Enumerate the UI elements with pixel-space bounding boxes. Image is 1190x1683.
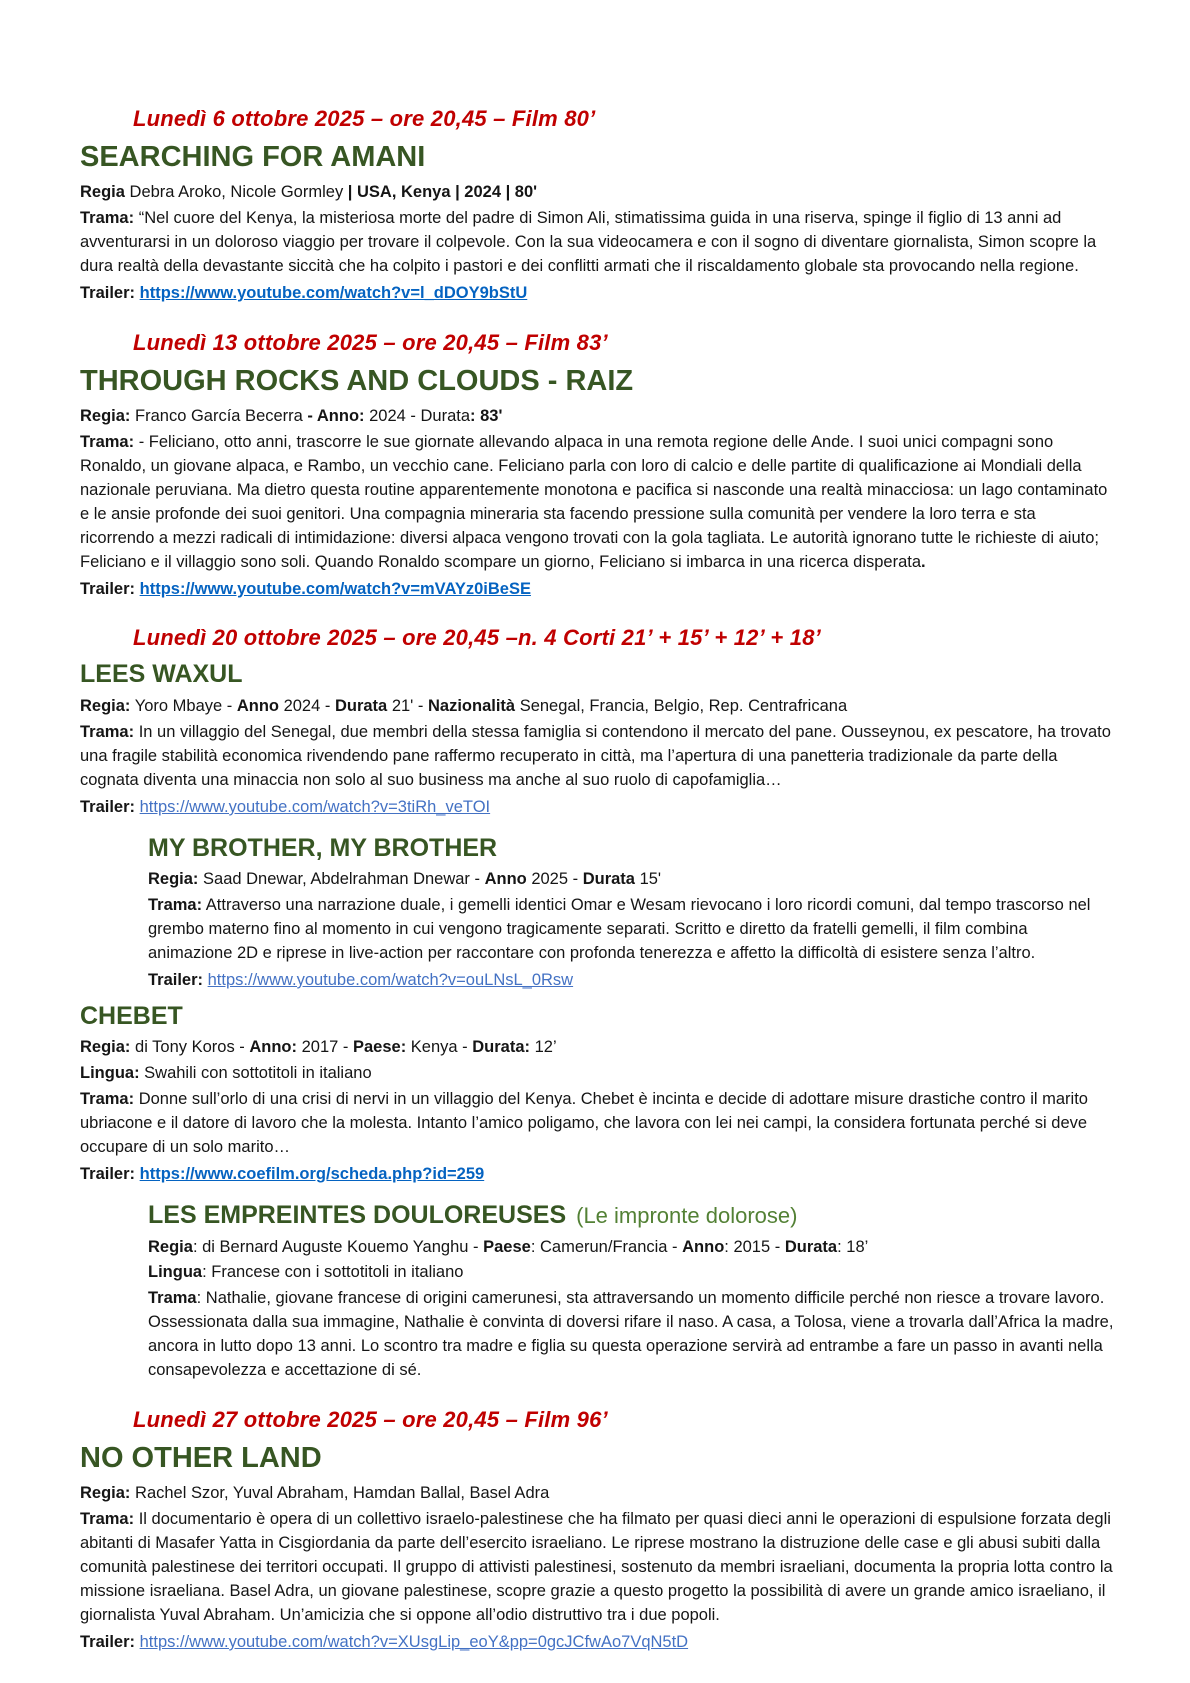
text-segment: Franco García Becerra — [130, 407, 308, 426]
film-meta — [80, 1482, 1114, 1506]
film-title-text: NO OTHER LAND — [80, 1442, 322, 1475]
trailer-link[interactable]: https://www.coefilm.org/scheda.php?id=259 — [139, 1165, 485, 1184]
text-segment: : di Bernard Auguste Kouemo Yanghu - — [192, 1237, 484, 1256]
text-segment: Trama: — [80, 1510, 135, 1529]
text-segment: Regia: — [80, 1038, 131, 1057]
trailer-line — [148, 968, 1114, 993]
film-block — [80, 660, 1114, 819]
film-synopsis — [80, 1088, 1114, 1160]
trailer-label: Trailer: — [80, 1632, 136, 1651]
trailer-link[interactable]: https://www.youtube.com/watch?v=XUsgLip_eoY&pp=0gcJCfwAo7VqN5tD — [139, 1632, 689, 1651]
text-segment: Paese: — [352, 1038, 407, 1057]
film-title — [80, 660, 1114, 689]
film-program-content — [80, 106, 1114, 1655]
text-segment: Durata — [582, 870, 635, 889]
text-segment: “Nel cuore del Kenya, la misteriosa morte del padre di Simon Ali, stimatissima guida in una riserva, spinge il figlio di 13 anni ad avventurarsi in un doloroso viaggio per trovare il colpevole. Con la sua videocamera e con il sogno di diventare giornalista, Simon scopre la dura realtà della devastante siccità che ha colpito i pastori e dei conflitti armati che il riscaldamento globale sta provocando nella regione. — [80, 209, 1097, 276]
text-segment: Saad Dnewar, Abdelrahman Dnewar - — [198, 870, 485, 889]
text-segment: di Tony Koros - — [130, 1038, 250, 1057]
text-segment: Kenya - — [406, 1038, 473, 1057]
text-segment: 2024 - — [279, 697, 335, 716]
film-block — [148, 1201, 1114, 1383]
film-title-text: CHEBET — [80, 1001, 183, 1030]
trailer-line — [80, 281, 1114, 306]
text-segment: Paese — [483, 1237, 531, 1256]
text-segment: Durata — [334, 697, 388, 716]
text-segment: - Feliciano, otto anni, trascorre le sue giornate allevando alpaca in una remota regione delle Ande. I suoi unici compagni sono Ronaldo, un giovane alpaca, e Rambo, un vecchio cane. Feliciano parla con loro di calcio e delle partite di qualificazione ai Mondiali della nazionale peruviana. Ma dietro questa routine apparentemente monotona e pacifica si nasconde una realtà minacciosa: un lago contaminato e le ansie profonde dei suoi genitori. Una compagnia mineraria sta facendo pressione sulla comunità per vendere la loro terra e sta ricorrendo a mezzi radicali di intimidazione: diversi alpaca vengono trovati con la gola tagliata. Le autorità ignorano tutte le richieste di aiuto; Feliciano e il villaggio sono soli. Quando Ronaldo scompare un giorno, Feliciano si imbarca in una ricerca disperata — [80, 433, 1108, 571]
trailer-line — [80, 795, 1114, 820]
text-segment: Regia: — [80, 407, 131, 426]
text-segment: Durata: — [472, 1038, 531, 1057]
text-segment: 21' - — [387, 697, 428, 716]
film-synopsis — [80, 431, 1114, 575]
film-block — [148, 834, 1114, 993]
trailer-label: Trailer: — [80, 1165, 136, 1184]
trailer-link[interactable]: https://www.youtube.com/watch?v=mVAYz0iBeSE — [139, 579, 531, 598]
text-segment: Senegal, Francia, Belgio, Rep. Centrafricana — [515, 697, 848, 716]
text-segment: Regia: — [148, 870, 199, 889]
text-segment: Trama: — [80, 723, 135, 741]
text-segment: In un villaggio del Senegal, due membri della stessa famiglia si contendono il mercato del pane. Ousseynou, ex pescatore, ha trovato una fragile stabilità economica rivendendo pane raffermo recuperato in città, ma l’apertura di una panetteria tradizionale da parte della cognata diventa una minaccia non solo al suo business ma anche al suo ruolo di capofamiglia… — [80, 723, 1111, 789]
text-segment: Lingua — [148, 1263, 203, 1282]
film-title-text: THROUGH ROCKS AND CLOUDS - RAIZ — [80, 364, 634, 397]
film-title-text: MY BROTHER, MY BROTHER — [148, 833, 498, 862]
event-date-header: Lunedì 27 ottobre 2025 – ore 20,45 – Film 96’ — [133, 1407, 608, 1433]
film-meta — [80, 1036, 1114, 1060]
trailer-link[interactable]: https://www.youtube.com/watch?v=l_dDOY9bStU — [139, 284, 528, 303]
film-title-text: SEARCHING FOR AMANI — [80, 141, 426, 173]
film-title — [80, 1002, 1114, 1031]
film-synopsis — [148, 1287, 1114, 1383]
film-synopsis — [80, 207, 1114, 279]
text-segment: Il documentario è opera di un collettivo israelo-palestinese che ha filmato per quasi dieci anni le operazioni di espulsione forzata degli abitanti di Masafer Yatta in Cisgiordania da parte dell’esercito israeliano. Le riprese mostrano la distruzione delle case e gli abusi subiti dalla comunità palestinese dei territori occupati. Il gruppo di attivisti palestinesi, sostenuto da membri israeliani, documenta la propria lotta contro la missione israeliana. Basel Adra, un giovane palestinese, scopre grazie a questo progetto la possibilità di avere un grande amico israeliano, il giornalista Yuval Abraham. Un’amicizia che si oppone all’odio distruttivo tra i due popoli. — [80, 1510, 1113, 1625]
text-segment: Attraverso una narrazione duale, i gemelli identici Omar e Wesam rievocano i loro ricordi comuni, dal tempo trascorso nel grembo materno fino al momento in cui vengono tragicamente separati. Scritto e diretto da fratelli gemelli, il film combina animazione 2D e riprese in live-action per raccontare con profonda tenerezza e affetto la difficoltà di esistere senza l’altro. — [148, 896, 1091, 963]
text-segment: Trama: — [80, 209, 135, 228]
event-date-header: Lunedì 13 ottobre 2025 – ore 20,45 – Film 83’ — [133, 329, 608, 355]
text-segment: | USA, Kenya | 2024 | 80' — [347, 183, 538, 202]
film-synopsis — [80, 1508, 1114, 1628]
text-segment: Trama — [148, 1289, 197, 1308]
text-segment: : 2015 - — [724, 1237, 785, 1256]
trailer-line — [80, 1630, 1114, 1655]
text-segment: Durata — [784, 1237, 838, 1256]
text-segment: Debra Aroko, Nicole Gormley — [129, 183, 348, 202]
text-segment: Trama: — [80, 1090, 135, 1109]
text-segment: : Nathalie, giovane francese di origini camerunesi, sta attraversando un momento difficile perché non riesce a trovare lavoro. Ossessionata dalla sua immagine, Nathalie è convinta di doversi rifare il naso. A casa, a Tolosa, viene a trovarla dall’Africa la madre, ancora in lutto dopo 13 anni. Lo scontro tra madre e figlia su questa operazione servirà ad entrambe a fare un passo in avanti nella consapevolezza e accettazione di sé. — [148, 1289, 1114, 1380]
text-segment: Anno — [484, 870, 527, 889]
text-segment: : Camerun/Francia - — [530, 1237, 683, 1256]
film-title — [80, 141, 1114, 174]
text-segment: - Anno: — [307, 407, 365, 426]
film-title — [80, 365, 1114, 398]
film-block — [80, 141, 1114, 306]
text-segment: Nazionalità — [428, 697, 516, 716]
text-segment: 2024 - Durata — [364, 407, 471, 426]
text-segment: Regia: — [80, 697, 131, 716]
trailer-label: Trailer: — [80, 797, 136, 816]
film-meta — [80, 1062, 1114, 1086]
trailer-link[interactable]: https://www.youtube.com/watch?v=3tiRh_veTOI — [139, 797, 491, 816]
text-segment: Regia: — [80, 1484, 131, 1503]
text-segment: : Francese con i sottotitoli in italiano — [202, 1263, 464, 1282]
trailer-line — [80, 577, 1114, 602]
text-segment: 2017 - — [297, 1038, 353, 1057]
film-meta — [80, 405, 1114, 429]
text-segment: Donne sull’orlo di una crisi di nervi in un villaggio del Kenya. Chebet è incinta e decide di adottare misure drastiche contro il marito ubriacone e il datore di lavoro che la molesta. Intanto l’amico poligamo, che lavora con lei nei campi, la considera fortunata perché si deve occupare di un solo marito… — [80, 1090, 1088, 1157]
film-synopsis — [148, 894, 1114, 966]
text-segment: Regia — [80, 183, 130, 202]
text-segment: Trama: — [80, 433, 135, 452]
text-segment: : 83' — [470, 407, 503, 426]
film-block — [80, 365, 1114, 602]
text-segment: Regia — [148, 1237, 193, 1256]
text-segment: Trama: — [148, 896, 203, 915]
film-title-text: LES EMPREINTES DOULOREUSES — [148, 1200, 567, 1229]
film-meta — [148, 868, 1114, 892]
film-title — [148, 834, 1114, 863]
film-block — [80, 1442, 1114, 1655]
film-title-subtitle: (Le impronte dolorose) — [576, 1202, 798, 1228]
film-block — [80, 1002, 1114, 1187]
text-segment: 15' — [634, 870, 662, 889]
text-segment: Anno — [682, 1237, 725, 1256]
text-segment: Swahili con sottotitoli in italiano — [139, 1064, 372, 1083]
event-date-header: Lunedì 6 ottobre 2025 – ore 20,45 – Film 80’ — [133, 106, 596, 131]
text-segment: Yoro Mbaye - — [130, 697, 237, 716]
film-meta — [148, 1236, 1114, 1260]
film-meta — [80, 181, 1114, 205]
trailer-label: Trailer: — [80, 284, 136, 303]
text-segment: Anno — [236, 697, 279, 716]
text-segment: Anno: — [249, 1038, 298, 1057]
text-segment: 2025 - — [526, 870, 583, 889]
film-title-text: LEES WAXUL — [80, 660, 243, 689]
trailer-link[interactable]: https://www.youtube.com/watch?v=ouLNsL_0Rsw — [207, 970, 574, 989]
trailer-label: Trailer: — [148, 970, 204, 989]
trailer-label: Trailer: — [80, 579, 136, 598]
film-title — [148, 1201, 1114, 1230]
film-synopsis — [80, 721, 1114, 793]
film-meta — [148, 1261, 1114, 1285]
text-segment: Rachel Szor, Yuval Abraham, Hamdan Ballal, Basel Adra — [130, 1484, 550, 1503]
event-date-header: Lunedì 20 ottobre 2025 – ore 20,45 –n. 4 Corti 21’ + 15’ + 12’ + 18’ — [133, 625, 821, 651]
text-segment: . — [921, 552, 926, 571]
film-meta — [80, 695, 1114, 719]
text-segment: : 18’ — [837, 1237, 869, 1256]
text-segment: Lingua: — [80, 1064, 140, 1083]
trailer-line — [80, 1162, 1114, 1187]
text-segment: 12’ — [530, 1038, 557, 1057]
film-title — [80, 1442, 1114, 1475]
